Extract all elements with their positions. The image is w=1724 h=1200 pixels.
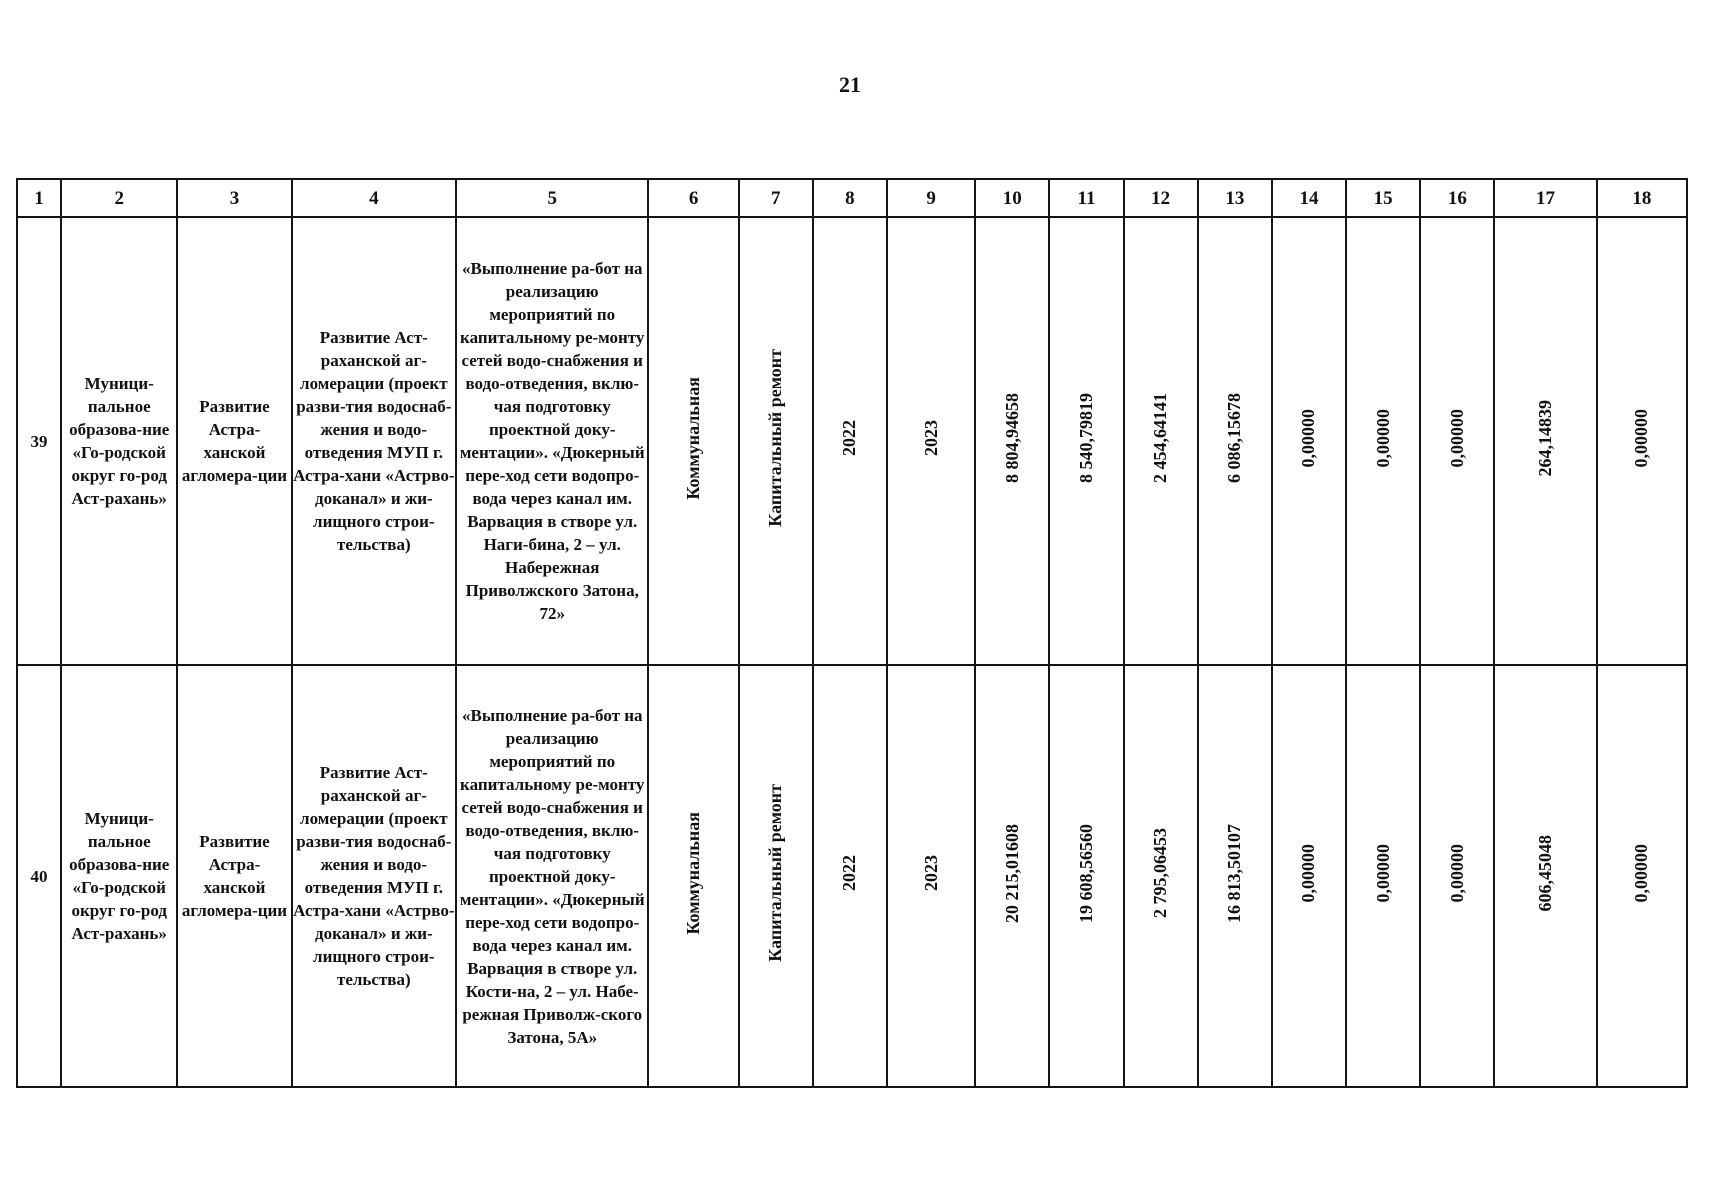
page-number: 21 (839, 72, 861, 97)
column-header: 16 (1420, 179, 1494, 217)
value-cell-12 (1124, 217, 1198, 665)
year-end-text: 2023 (920, 855, 941, 891)
project-cell: Развитие Аст-раханской аг-ломерации (проект разви-тия водоснаб-жения и водо-отведения МУП г. Астра-хани «Астрво-доканал» и жи-лищного строи-тельства) (292, 665, 456, 1087)
project-cell: Развитие Аст-раханской аг-ломерации (проект разви-тия водоснаб-жения и водо-отведения МУП г. Астра-хани «Астрво-доканал» и жи-лищного строи-тельства) (292, 217, 456, 665)
work-type-text: Капитальный ремонт (765, 784, 786, 962)
column-header: 15 (1346, 179, 1420, 217)
value-cell-15 (1346, 665, 1420, 1087)
ownership-text: Коммунальная (683, 811, 704, 935)
ownership-cell (648, 217, 738, 665)
year-start-cell (813, 217, 887, 665)
column-header: 3 (177, 179, 291, 217)
year-start-text: 2022 (839, 420, 860, 456)
value-cell-12 (1124, 665, 1198, 1087)
row-number: 40 (17, 665, 61, 1087)
value-cell-13 (1198, 665, 1272, 1087)
column-header: 9 (887, 179, 975, 217)
value-cell-10 (975, 217, 1049, 665)
value-text: 606,45048 (1535, 834, 1556, 912)
value-text: 0,00000 (1631, 843, 1652, 903)
value-text: 0,00000 (1298, 843, 1319, 903)
column-header: 7 (739, 179, 813, 217)
column-header: 14 (1272, 179, 1346, 217)
value-cell-16 (1420, 665, 1494, 1087)
column-header: 6 (648, 179, 738, 217)
value-text: 0,00000 (1372, 408, 1393, 468)
value-cell-17 (1494, 217, 1596, 665)
value-cell-10 (975, 665, 1049, 1087)
value-text: 20 215,01608 (1001, 823, 1022, 923)
column-header: 12 (1124, 179, 1198, 217)
municipality-cell: Муници-пальное образова-ние «Го-родской округ го-род Аст-рахань» (61, 665, 177, 1087)
value-cell-11 (1049, 217, 1123, 665)
year-end-text: 2023 (920, 420, 941, 456)
year-end-cell (887, 665, 975, 1087)
column-header: 1 (17, 179, 61, 217)
table-row (17, 665, 1687, 1087)
value-cell-14 (1272, 217, 1346, 665)
value-text: 0,00000 (1372, 843, 1393, 903)
column-header: 18 (1597, 179, 1687, 217)
value-text: 264,14839 (1535, 399, 1556, 477)
value-text: 2 795,06453 (1150, 828, 1171, 918)
work-type-text: Капитальный ремонт (765, 349, 786, 527)
year-end-cell (887, 217, 975, 665)
work-type-cell (739, 665, 813, 1087)
value-cell-14 (1272, 665, 1346, 1087)
column-header: 5 (456, 179, 648, 217)
value-cell-15 (1346, 217, 1420, 665)
value-text: 0,00000 (1446, 408, 1467, 468)
row-number: 39 (17, 217, 61, 665)
program-cell: Развитие Астра-ханской агломера-ции (177, 217, 291, 665)
value-text: 16 813,50107 (1224, 823, 1245, 923)
ownership-cell (648, 665, 738, 1087)
value-text: 2 454,64141 (1150, 393, 1171, 483)
program-cell: Развитие Астра-ханской агломера-ции (177, 665, 291, 1087)
column-header: 17 (1494, 179, 1596, 217)
column-header: 10 (975, 179, 1049, 217)
value-text: 8 540,79819 (1075, 393, 1096, 483)
ownership-text: Коммунальная (683, 376, 704, 500)
column-header: 4 (292, 179, 456, 217)
value-cell-18 (1597, 665, 1687, 1087)
column-header: 13 (1198, 179, 1272, 217)
value-cell-16 (1420, 217, 1494, 665)
value-cell-13 (1198, 217, 1272, 665)
value-text: 19 608,56560 (1075, 823, 1096, 923)
value-text: 0,00000 (1298, 408, 1319, 468)
value-cell-18 (1597, 217, 1687, 665)
header-row (17, 179, 1687, 217)
value-cell-17 (1494, 665, 1596, 1087)
work-type-cell (739, 217, 813, 665)
year-start-cell (813, 665, 887, 1087)
column-header: 2 (61, 179, 177, 217)
value-text: 8 804,94658 (1001, 393, 1022, 483)
data-table (16, 178, 1688, 1088)
value-text: 0,00000 (1631, 408, 1652, 468)
year-start-text: 2022 (839, 855, 860, 891)
column-header: 11 (1049, 179, 1123, 217)
description-cell: «Выполнение ра-бот на реализацию мероприятий по капитальному ре-монту сетей водо-снабжения и водо-отведения, вклю-чая подготовку проектной доку-ментации». «Дюкерный пере-ход сети водопро-вода через канал им. Варвация в створе ул. Кости-на, 2 – ул. Набе-режная Приволж-ского Затона, 5А» (456, 665, 648, 1087)
municipality-cell: Муници-пальное образова-ние «Го-родской округ го-род Аст-рахань» (61, 217, 177, 665)
description-cell: «Выполнение ра-бот на реализацию мероприятий по капитальному ре-монту сетей водо-снабжения и водо-отведения, вклю-чая подготовку проектной доку-ментации». «Дюкерный пере-ход сети водопро-вода через канал им. Варвация в створе ул. Наги-бина, 2 – ул. Набережная Приволжского Затона, 72» (456, 217, 648, 665)
value-text: 6 086,15678 (1224, 393, 1245, 483)
value-text: 0,00000 (1446, 843, 1467, 903)
value-cell-11 (1049, 665, 1123, 1087)
column-header: 8 (813, 179, 887, 217)
table-row (17, 217, 1687, 665)
